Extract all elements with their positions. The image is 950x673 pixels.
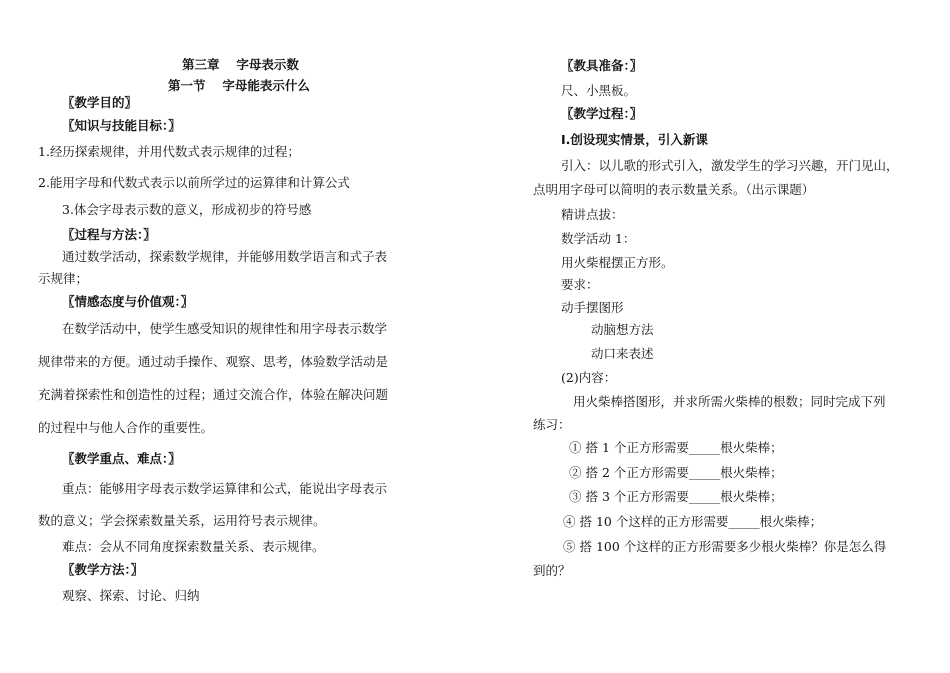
requirement-item: 动口来表述 bbox=[591, 346, 654, 361]
difficulty-text: 难点：会从不同角度探索数量关系、表示规律。 bbox=[62, 539, 325, 554]
activity-title: 数学活动 1： bbox=[561, 231, 636, 246]
intro-text: 点明用字母可以简明的表示数量关系。（出示课题） bbox=[533, 182, 815, 197]
knowledge-item: 2.能用字母和代数式表示以前所学过的运算律和计算公式 bbox=[38, 175, 350, 190]
process-text: 示规律； bbox=[38, 271, 89, 286]
emotion-heading: 〖情感态度与价值观：〗 bbox=[62, 294, 194, 309]
section-title: 第一节 字母能表示什么 bbox=[168, 78, 310, 93]
exercise-item: ④ 搭 10 个这样的正方形需要_____根火柴棒； bbox=[563, 514, 823, 529]
requirement-item: 动脑想方法 bbox=[591, 322, 654, 337]
requirement-label: 要求： bbox=[561, 277, 599, 292]
emotion-text: 的过程中与他人合作的重要性。 bbox=[38, 420, 214, 435]
emotion-text: 充满着探索性和创造性的过程；通过交流合作，体验在解决问题 bbox=[38, 387, 389, 402]
chapter-title: 第三章 字母表示数 bbox=[182, 57, 299, 72]
key-heading: 〖教学重点、难点：〗 bbox=[62, 451, 181, 466]
process-heading: 〖教学过程：〗 bbox=[561, 106, 643, 121]
key-text: 数的意义；学会探索数量关系，运用符号表示规律。 bbox=[38, 513, 326, 528]
tools-text: 尺、小黑板。 bbox=[561, 83, 637, 98]
content-text: 练习： bbox=[533, 417, 571, 432]
explain-text: 精讲点拔： bbox=[561, 207, 624, 222]
knowledge-item: 3.体会字母表示数的意义，形成初步的符号感 bbox=[62, 202, 312, 217]
part1-heading: Ⅰ.创设现实情景，引入新课 bbox=[561, 132, 708, 147]
knowledge-heading: 〖知识与技能目标：〗 bbox=[62, 118, 181, 133]
tools-heading: 〖教具准备：〗 bbox=[561, 58, 643, 73]
activity-desc: 用火柴棍摆正方形。 bbox=[561, 255, 674, 270]
key-text: 重点：能够用字母表示数学运算律和公式，能说出字母表示 bbox=[62, 481, 388, 496]
exercise-item: ③ 搭 3 个正方形需要_____根火柴棒； bbox=[569, 489, 783, 504]
intro-text: 引入：以儿歌的形式引入，激发学生的学习兴趣，开门见山， bbox=[561, 158, 899, 173]
exercise-tail: 到的？ bbox=[533, 563, 571, 578]
emotion-text: 规律带来的方便。通过动手操作、观察、思考，体验数学活动是 bbox=[38, 354, 389, 369]
exercise-item: ② 搭 2 个正方形需要_____根火柴棒； bbox=[569, 465, 783, 480]
process-heading: 〖过程与方法：〗 bbox=[62, 227, 156, 242]
method-text: 观察、探索、讨论、归纳 bbox=[62, 588, 200, 603]
requirement-item: 动手摆图形 bbox=[561, 300, 624, 315]
process-text: 通过数学活动，探索数学规律，并能够用数学语言和式子表 bbox=[62, 249, 388, 264]
method-heading: 〖教学方法：〗 bbox=[62, 562, 144, 577]
emotion-text: 在数学活动中，使学生感受知识的规律性和用字母表示数学 bbox=[62, 321, 388, 336]
goal-heading: 〖教学目的〗 bbox=[62, 95, 138, 110]
content-label: (2)内容： bbox=[561, 370, 617, 385]
exercise-item: ⑤ 搭 100 个这样的正方形需要多少根火柴棒？你是怎么得 bbox=[563, 539, 887, 554]
exercise-item: ① 搭 1 个正方形需要_____根火柴棒； bbox=[569, 440, 783, 455]
content-text: 用火柴棒搭图形，并求所需火柴棒的根数；同时完成下列 bbox=[573, 394, 886, 409]
knowledge-item: 1.经历探索规律，并用代数式表示规律的过程； bbox=[38, 144, 300, 159]
